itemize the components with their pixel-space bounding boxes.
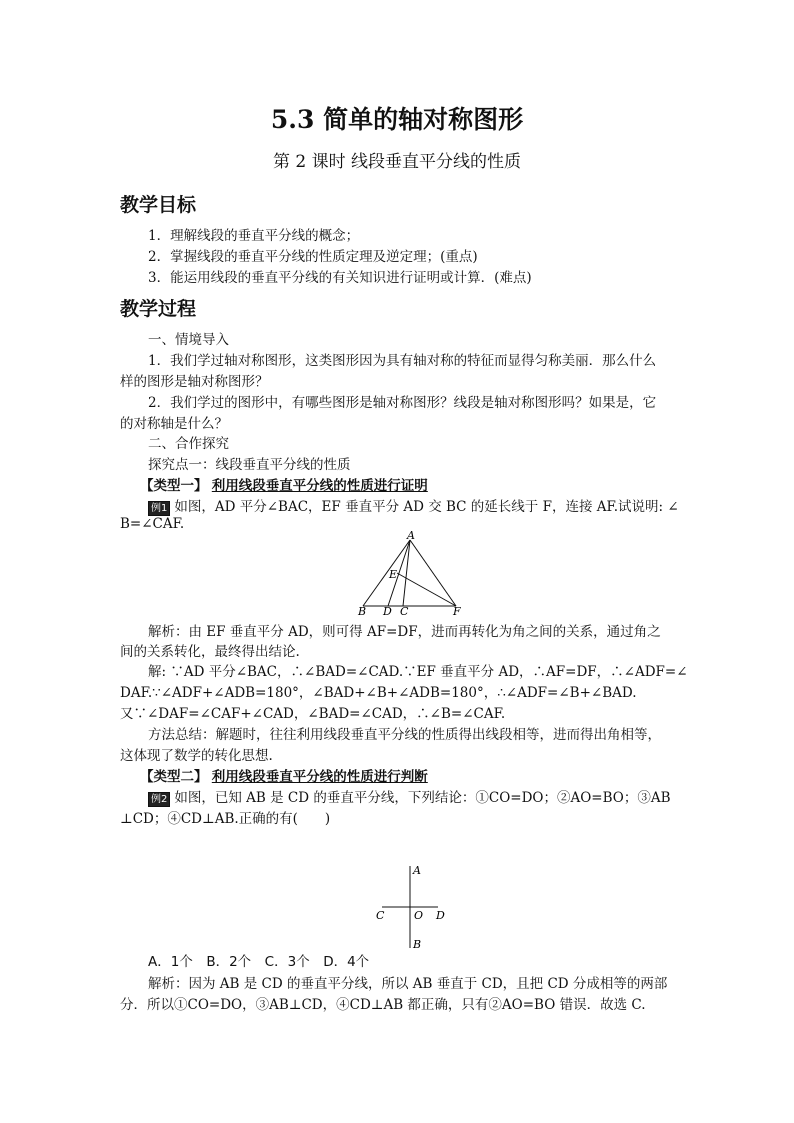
point-label-a: A (407, 530, 415, 542)
intro-heading: 一、情境导入 (148, 332, 229, 348)
example1-question-cont: B=∠CAF. (120, 516, 185, 532)
point-label-c: C (400, 605, 409, 615)
intro-question: 样的图形是轴对称图形？ (120, 374, 269, 390)
example2-badge: 例2 (148, 792, 170, 807)
intro-question: 1．我们学过轴对称图形，这类图形因为具有轴对称的特征而显得匀称美丽．那么什么 (148, 353, 657, 369)
type2-line (140, 765, 700, 785)
solution1: 解: ∵AD 平分∠BAC，∴∠BAD=∠CAD.∵EF 垂直平分 AD，∴AF=DF，∴∠ADF=∠ (148, 664, 688, 680)
point-label-e: E (389, 568, 398, 581)
example2-text: 如图，已知 AB 是 CD 的垂直平分线，下列结论：①CO=DO；②AO=BO；③AB (174, 790, 671, 806)
method-summary-cont: 这体现了数学的转化思想. (120, 748, 273, 764)
type1-line (140, 474, 700, 494)
answer-choices: A．1个 B．2个 C．3个 D．4个 (148, 954, 370, 970)
example2-question-cont: ⊥CD；④CD⊥AB.正确的有( ) (120, 811, 331, 827)
process-heading: 教学过程 (120, 298, 197, 320)
type2-label: 【类型二】 (140, 769, 208, 785)
example1-text: 如图，AD 平分∠BAC，EF 垂直平分 AD 交 BC 的延长线于 F，连接 AF.试说明: ∠ (174, 499, 679, 515)
type1-title: 利用线段垂直平分线的性质进行证明 (211, 478, 428, 494)
point-label-b: B (358, 605, 367, 615)
solution1-cont: DAF.∵∠ADF+∠ADB=180°，∠BAD+∠B+∠ADB=180°，∴∠ADF=∠B+∠BAD. (120, 685, 637, 701)
point-label-f: F (453, 605, 461, 615)
example1-badge: 例1 (148, 501, 170, 516)
explore-point: 探究点一：线段垂直平分线的性质 (148, 457, 351, 473)
point-label-o: O (414, 909, 424, 922)
analysis2: 解析：因为 AB 是 CD 的垂直平分线，所以 AB 垂直于 CD，且把 CD 分成相等的两部 (148, 976, 668, 992)
analysis2-cont: 分．所以①CO=DO，③AB⊥CD，④CD⊥AB 都正确，只有②AO=BO 错误．故选 C. (120, 997, 646, 1013)
analysis1-cont: 间的关系转化，最终得出结论. (120, 644, 300, 660)
point-label-b: B (413, 938, 422, 951)
point-label-d: D (383, 605, 392, 615)
point-label-c: C (376, 909, 385, 922)
example2-question (148, 786, 708, 807)
example1-question (148, 495, 708, 516)
perpendicular-figure (370, 862, 450, 952)
method-summary: 方法总结：解题时，往往利用线段垂直平分线的性质得出线段相等，进而得出角相等， (148, 727, 661, 743)
explore-heading: 二、合作探究 (148, 436, 229, 452)
triangle-figure (350, 530, 470, 615)
point-label-d: D (436, 909, 445, 922)
analysis1: 解析：由 EF 垂直平分 AD，则可得 AF=DF，进而再转化为角之间的关系，通过角之 (148, 624, 661, 640)
type2-title: 利用线段垂直平分线的性质进行判断 (211, 769, 428, 785)
type1-label: 【类型一】 (140, 478, 208, 494)
intro-question: 的对称轴是什么？ (120, 416, 228, 432)
page-title: 5.3 简单的轴对称图形 (270, 105, 524, 134)
goal-item: 3．能运用线段的垂直平分线的有关知识进行证明或计算．(难点) (148, 270, 532, 286)
intro-question: 2．我们学过的图形中，有哪些图形是轴对称图形？线段是轴对称图形吗？如果是，它 (148, 395, 657, 411)
point-label-a: A (413, 864, 421, 877)
goals-heading: 教学目标 (120, 194, 197, 216)
goal-item: 2．掌握线段的垂直平分线的性质定理及逆定理；(重点) (148, 249, 478, 265)
solution1-cont: 又∵∠DAF=∠CAF+∠CAD，∠BAD=∠CAD，∴∠B=∠CAF. (120, 706, 506, 722)
goal-item: 1．理解线段的垂直平分线的概念； (148, 228, 360, 244)
page-subtitle: 第 2 课时 线段垂直平分线的性质 (272, 152, 522, 172)
